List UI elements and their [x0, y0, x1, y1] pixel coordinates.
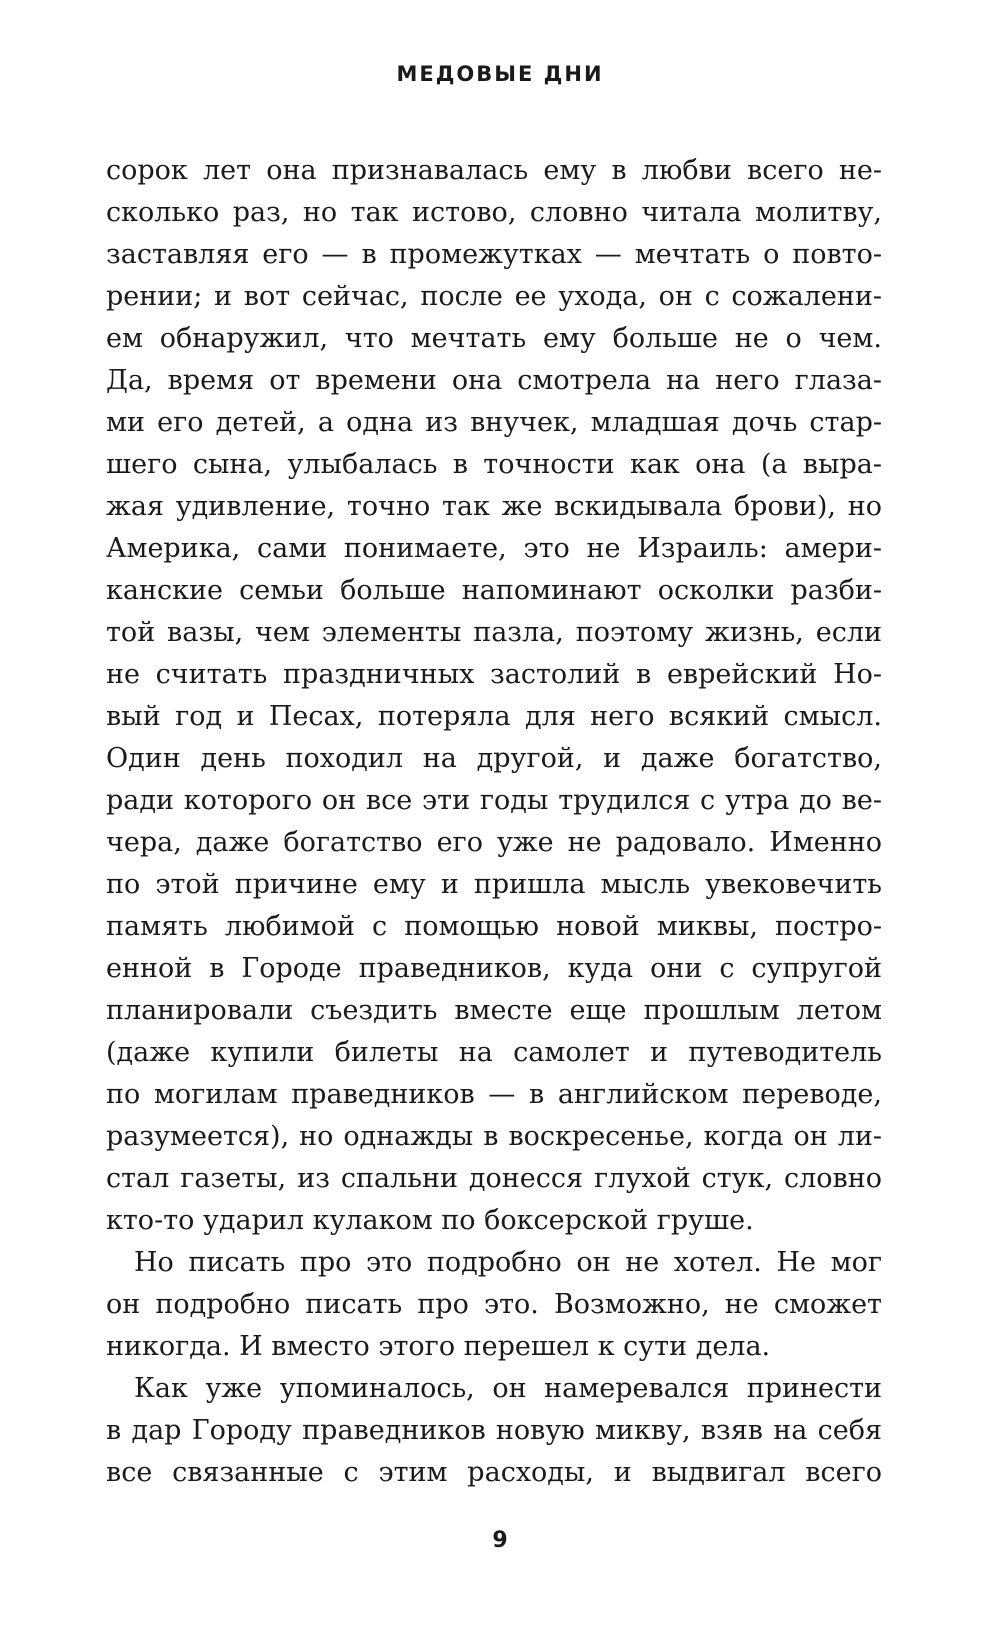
text-line: чера, даже богатство его уже не радовало. Именно [106, 827, 882, 858]
text-line: сколько раз, но так истово, словно читала молитву, [106, 197, 882, 228]
text-line: ми его детей, а одна из внучек, младшая дочь стар- [106, 407, 882, 438]
text-line: в дар Городу праведников новую микву, взяв на себя [106, 1415, 882, 1446]
text-line: рении; и вот сейчас, после ее ухода, он с сожалени- [106, 281, 882, 312]
text-line: Как уже упоминалось, он намеревался принести [134, 1373, 882, 1404]
text-line: жая удивление, точно так же вскидывала брови), но [106, 491, 882, 522]
text-line: енной в Городе праведников, куда они с супругой [106, 953, 882, 984]
text-line: той вазы, чем элементы пазла, поэтому жизнь, если [106, 617, 882, 648]
running-title: МЕДОВЫЕ ДНИ [396, 62, 604, 86]
text-line: он подробно писать про это. Возможно, не сможет [106, 1289, 882, 1320]
text-line: Америка, сами понимаете, это не Израиль: амери- [106, 533, 882, 564]
paragraph-1 [106, 150, 882, 1242]
text-line: канские семьи больше напоминают осколки разби- [106, 575, 882, 606]
text-line: ради которого он все эти годы трудился с утра до ве- [106, 785, 882, 816]
text-line: заставляя его — в промежутках — мечтать о повто- [106, 239, 882, 270]
text-line: сорок лет она признавалась ему в любви всего не- [106, 155, 882, 186]
text-line: кто-то ударил кулаком по боксерской груше. [106, 1205, 754, 1236]
body-text [106, 150, 882, 1494]
text-line: шего сына, улыбалась в точности как она (а выра- [106, 449, 882, 480]
page-number: 9 [492, 1528, 508, 1553]
text-line: вый год и Песах, потеряла для него всякий смысл. [106, 701, 882, 732]
text-line: стал газеты, из спальни донесся глухой стук, словно [106, 1163, 882, 1194]
text-line: все связанные с этим расходы, и выдвигал всего [106, 1457, 882, 1488]
paragraph-2 [106, 1242, 882, 1368]
text-line: ем обнаружил, что мечтать ему больше не о чем. [106, 323, 882, 354]
text-line: разумеется), но однажды в воскресенье, когда он ли- [106, 1121, 882, 1152]
text-line: не считать праздничных застолий в еврейский Но- [106, 659, 882, 690]
text-line: по могилам праведников — в английском переводе, [106, 1079, 882, 1110]
text-line: Один день походил на другой, и даже богатство, [106, 743, 882, 774]
text-line: Да, время от времени она смотрела на него глаза- [106, 365, 882, 396]
text-line: по этой причине ему и пришла мысль увековечить [106, 869, 882, 900]
paragraph-3 [106, 1368, 882, 1494]
text-line: планировали съездить вместе еще прошлым летом [106, 995, 882, 1026]
text-line: Но писать про это подробно он не хотел. Не мог [134, 1247, 882, 1278]
text-line: память любимой с помощью новой миквы, постро- [106, 911, 882, 942]
text-line: никогда. И вместо этого перешел к сути дела. [106, 1331, 771, 1362]
text-line: (даже купили билеты на самолет и путеводитель [106, 1037, 882, 1068]
